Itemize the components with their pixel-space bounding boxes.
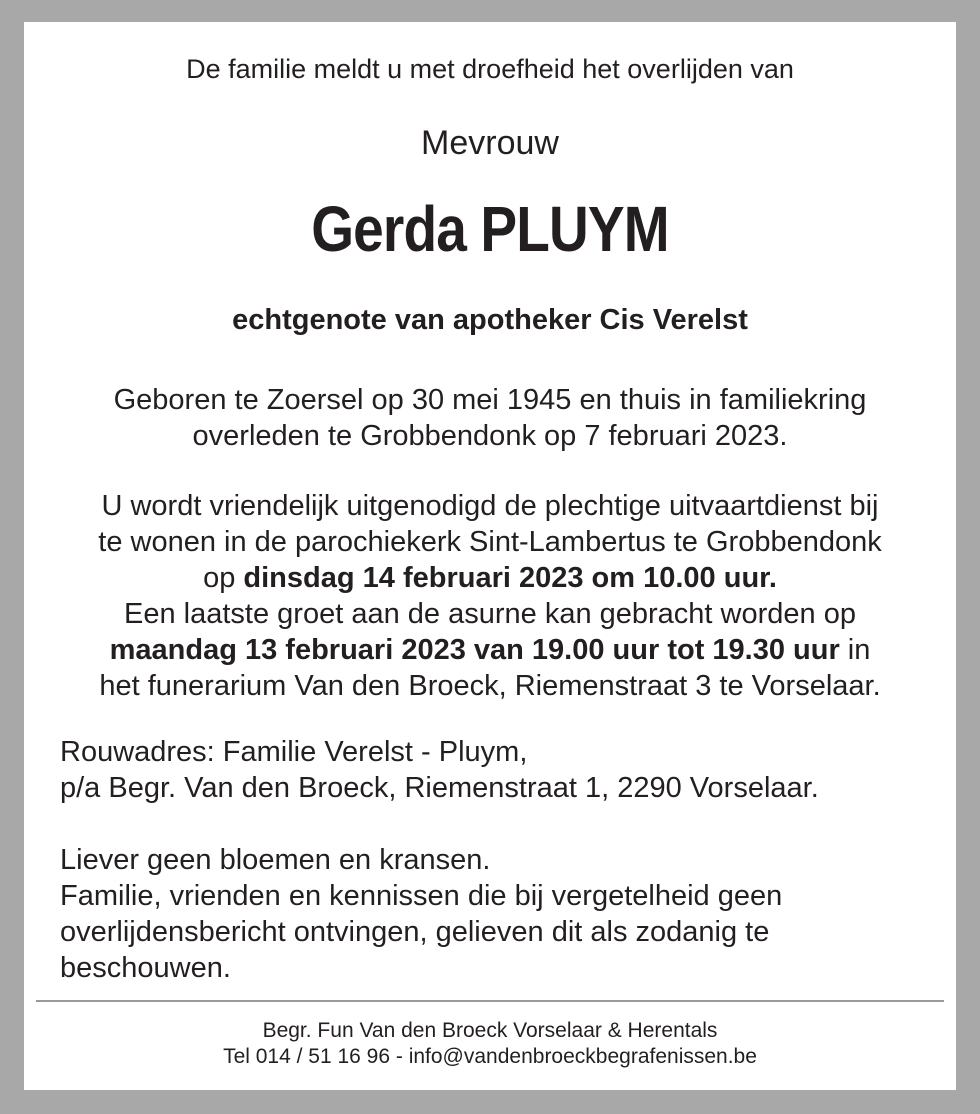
- notes-line-3: overlijdensbericht ontvingen, gelieven dit als zodanig te: [60, 916, 770, 948]
- service-line-2: te wonen in de parochiekerk Sint-Lambertus te Grobbendonk: [98, 526, 882, 558]
- footer-line-2: Tel 014 / 51 16 96 - info@vandenbroeckbegrafenissen.be: [223, 1045, 757, 1068]
- service-line-4: Een laatste groet aan de asurne kan gebracht worden op: [124, 598, 856, 630]
- notes: [60, 842, 926, 986]
- funeral-home-footer: [24, 1018, 956, 1070]
- birth-line-1: Geboren te Zoersel op 30 mei 1945 en thuis in familiekring: [113, 384, 867, 416]
- service-line-6: het funerarium Van den Broeck, Riemenstraat 3 te Vorselaar.: [99, 670, 881, 702]
- notes-line-4: beschouwen.: [60, 952, 231, 984]
- death-notice-card: [24, 22, 956, 1090]
- service-line-5-suffix: in: [839, 634, 871, 666]
- address-line-1: Rouwadres: Familie Verelst - Pluym,: [60, 736, 528, 768]
- service-line-5: [24, 632, 956, 668]
- intro-text: De familie meldt u met droefheid het overlijden van: [186, 54, 794, 84]
- service-line-3-prefix: op: [203, 562, 244, 594]
- notes-line-1: Liever geen bloemen en kransen.: [60, 844, 491, 876]
- address-line-2: p/a Begr. Van den Broeck, Riemenstraat 1, 2290 Vorselaar.: [60, 772, 819, 804]
- birth-death-info: [24, 382, 956, 454]
- visitation-date: maandag 13 februari 2023 van 19.00 uur tot 19.30 uur: [109, 634, 840, 666]
- footer-divider: [36, 1000, 944, 1002]
- mourning-address: [60, 734, 956, 806]
- service-line-3: [24, 560, 956, 596]
- footer-line-1: Begr. Fun Van den Broeck Vorselaar & Herentals: [262, 1019, 718, 1042]
- honorific-title: Mevrouw: [421, 124, 559, 162]
- service-date: dinsdag 14 februari 2023 om 10.00 uur.: [243, 562, 777, 594]
- relation-text: echtgenote van apotheker Cis Verelst: [232, 304, 748, 336]
- service-info: [24, 488, 956, 704]
- deceased-name: Gerda PLUYM: [311, 193, 669, 265]
- birth-line-2: overleden te Grobbendonk op 7 februari 2023.: [192, 420, 788, 452]
- service-line-1: U wordt vriendelijk uitgenodigd de plechtige uitvaartdienst bij: [101, 490, 879, 522]
- notes-line-2: Familie, vrienden en kennissen die bij vergetelheid geen: [60, 880, 783, 912]
